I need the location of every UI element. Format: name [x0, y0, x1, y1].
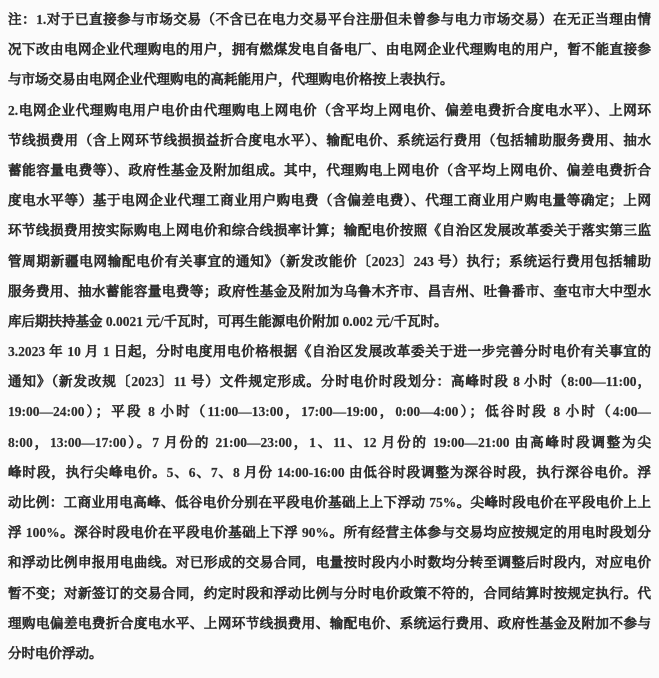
paragraph-2	[8, 96, 651, 338]
text-line: 2.电网企业代理购电用户电价由代理购电上网电价（含平均上网电价、偏差电费折合度电水平）、上网环	[8, 102, 651, 118]
paragraph-1	[8, 5, 651, 96]
text-line: 库后期扶持基金 0.0021 元/千瓦时，可再生能源电价附加 0.002 元/千瓦时。	[8, 313, 448, 329]
text-line: 通知》（新发改规〔2023〕11 号）文件规定形成。分时电价时段划分：高峰时段 8 小时（8:00—11:00，	[8, 374, 651, 390]
text-line: 峰时段，执行尖峰电价。5、6、7、8 月份 14:00-16:00 由低谷时段调整为深谷时段，执行深谷电价。浮	[8, 464, 651, 480]
text-line: 动比例：工商业用电高峰、低谷电价分别在平段电价基础上上下浮动 75%。尖峰时段电价在平段电价上上	[8, 495, 651, 510]
text-line: 况下改由电网企业代理购电的用户，拥有燃煤发电自备电厂、由电网企业代理购电的用户，暂不能直接参	[8, 42, 651, 58]
text-line: 服务费用、抽水蓄能容量电费等；政府性基金及附加为乌鲁木齐市、昌吉州、吐鲁番市、奎屯市大中型水	[8, 283, 651, 299]
text-line: 暂不变；对新签订的交易合同，约定时段和浮动比例与分时电价政策不符的，合同结算时按规定执行。代	[8, 585, 651, 601]
text-line: 与市场交易由电网企业代理购电的高耗能用户，代理购电价格按上表执行。	[8, 72, 454, 88]
paragraph-3	[8, 337, 651, 669]
text-line: 注：1.对于已直接参与市场交易（不含已在电力交易平台注册但未曾参与电力市场交易）在无正当理由情	[8, 12, 651, 27]
note-text	[8, 5, 651, 669]
text-line: 8:00，13:00—17:00）。7 月份的 21:00—23:00，1、11、12 月份的 19:00—21:00 由高峰时段调整为尖	[8, 434, 651, 450]
text-line: 蓄能容量电费等）、政府性基金及附加组成。其中，代理购电上网电价（含平均上网电价、偏差电费折合	[8, 162, 651, 178]
text-line: 节线损费用（含上网环节线损损益折合度电水平）、输配电价、系统运行费用（包括辅助服务费用、抽水	[8, 132, 651, 148]
text-line: 19:00—24:00）；平段 8 小时（11:00—13:00，17:00—19:00，0:00—4:00）；低谷时段 8 小时（4:00—	[8, 404, 651, 420]
text-line: 理购电偏差电费折合度电水平、上网环节线损费用、输配电价、系统运行费用、政府性基金及附加不参与	[8, 615, 651, 631]
text-line: 3.2023 年 10 月 1 日起，分时电度用电价格根据《自治区发展改革委关于进一步完善分时电价有关事宜的	[8, 344, 651, 360]
text-line: 度电水平等）基于电网企业代理工商业用户购电费（含偏差电费）、代理工商业用户购电量等确定；上网	[8, 193, 651, 209]
text-line: 管周期新疆电网输配电价有关事宜的通知》（新发改能价〔2023〕243 号）执行；系统运行费用包括辅助	[8, 253, 651, 269]
text-line: 和浮动比例申报用电曲线。对已形成的交易合同，电量按时段内小时数均分转至调整后时段内，对应电价	[8, 555, 651, 571]
text-line: 分时电价浮动。	[8, 645, 103, 661]
text-line: 环节线损费用按实际购电上网电价和综合线损率计算；输配电价按照《自治区发展改革委关于落实第三监	[8, 223, 651, 239]
text-line: 浮 100%。深谷时段电价在平段电价基础上下浮 90%。所有经营主体参与交易均应按规定的用电时段划分	[8, 525, 651, 541]
